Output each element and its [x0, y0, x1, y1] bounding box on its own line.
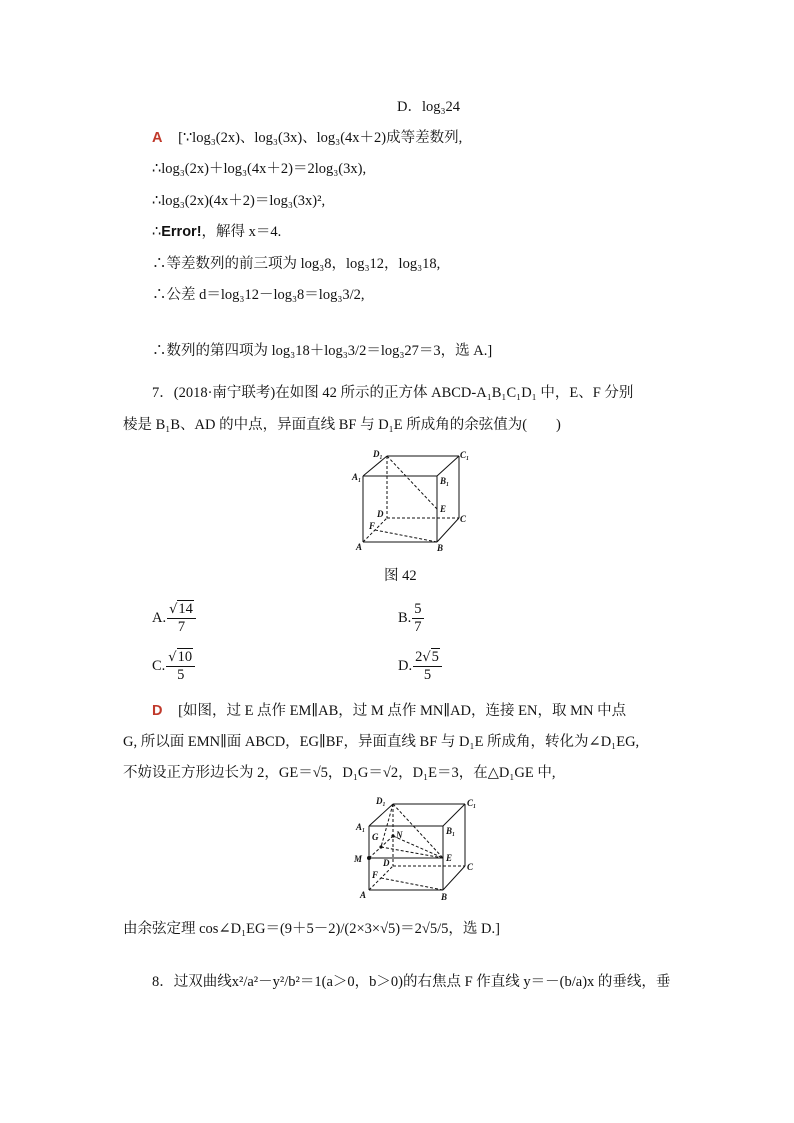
fig42-label-f: F: [369, 521, 376, 531]
question7-text1: 7．(2018·南宁联考)在如图 42 所示的正方体 ABCD-A₁B₁C₁D₁ 中，E、F 分别: [152, 385, 634, 401]
sol-fig-label-d1: D₁: [376, 796, 386, 806]
option-a-fraction: $\frac{√14}{7}$: [167, 602, 196, 635]
sol-fig-label-b: B: [441, 892, 448, 902]
sol-fig-label-a: A: [360, 890, 367, 900]
point-n: [391, 834, 394, 837]
error-text: Error!: [161, 224, 202, 240]
sol-fig-label-n: N: [396, 830, 403, 840]
solution6-text7: ∴数列的第四项为 log₃18＋log₃3/2＝log₃27＝3，选 A.]: [152, 343, 493, 359]
option-b[interactable]: B. $\frac{5}{7}$: [398, 601, 422, 636]
solution7-text3: 不妨设正方形边长为 2，GE＝√5，D₁G＝√2，D₁E＝3，在△D₁GE 中,: [123, 765, 556, 781]
sol-fig-label-f: F: [372, 870, 379, 880]
fig42-label-e: E: [440, 504, 447, 514]
solution6-text4: ，解得 x＝4.: [201, 224, 282, 240]
option-d-fraction: $\frac{2√5}{5}$: [413, 650, 442, 683]
solution6-text6: ∴公差 d＝log₃12－log₃8＝log₃3/2,: [152, 287, 365, 303]
fig42-label-b1: B₁: [440, 476, 450, 486]
question7-text2: 棱是 B₁B、AD 的中点，异面直线 BF 与 D₁E 所成角的余弦值为( ): [123, 417, 561, 433]
option-d[interactable]: D. $\frac{2√5}{5}$: [398, 650, 443, 683]
fig42-label-a: A: [356, 542, 363, 552]
sol-fig-label-g: G: [372, 832, 379, 842]
option-c[interactable]: C. $\frac{√10}{5}$: [152, 650, 196, 683]
solution7-text1: [如图，过 E 点作 EM∥AB，过 M 点作 MN∥AD，连接 EN，取 MN 中点: [178, 703, 627, 719]
option-c-fraction: $\frac{√10}{5}$: [166, 650, 195, 683]
fig42-label-c1: C₁: [460, 450, 470, 460]
point-g: [379, 845, 382, 848]
fig42-label-a1: A₁: [352, 472, 362, 482]
option-d-previous-text: D．log₃24: [397, 99, 461, 115]
solution7-text2: G, 所以面 EMN∥面 ABCD，EG∥BF，异面直线 BF 与 D₁E 所成角，转化为∠D₁EG,: [123, 734, 640, 750]
sol-fig-label-e: E: [446, 853, 453, 863]
sol-fig-label-c1: C₁: [467, 798, 477, 808]
fig42-label-d1: D₁: [373, 449, 383, 459]
solution7-answer: D: [152, 703, 163, 719]
solution6-text1: [∵log₃(2x)、log₃(3x)、log₃(4x＋2)成等差数列,: [178, 130, 463, 146]
fig42-label-b: B: [437, 543, 444, 553]
figure-42-caption-text: 图 42: [384, 568, 417, 584]
sol-fig-label-a1: A₁: [356, 822, 366, 832]
sol-fig-label-c: C: [467, 862, 474, 872]
solution6-answer: A: [152, 130, 163, 146]
solution7-line4: [123, 922, 500, 937]
solution6-text5: ∴等差数列的前三项为 log₃8，log₃12，log₃18,: [152, 256, 441, 272]
point-m: [367, 856, 371, 860]
sol-fig-label-b1: B₁: [446, 826, 456, 836]
solution6-text2: ∴log₃(2x)＋log₃(4x＋2)＝2log₃(3x),: [152, 161, 367, 177]
solution7-text4: 由余弦定理 cos∠D₁EG＝(9＋5－2)/(2×3×√5)＝2√5/5，选 D.]: [123, 921, 500, 937]
question8-line1: [152, 975, 670, 990]
option-a[interactable]: A. $\frac{√14}{7}$: [152, 602, 197, 635]
solution6-text3: ∴log₃(2x)(4x＋2)＝log₃(3x)²,: [152, 193, 326, 209]
fig42-label-d: D: [377, 509, 384, 519]
sol-fig-label-d: D: [383, 858, 390, 868]
sol-fig-label-m: M: [354, 854, 363, 864]
option-b-fraction: $\frac{5}{7}$: [414, 601, 422, 636]
question8-text1: 8．过双曲线x²/a²－y²/b²＝1(a＞0，b＞0)的右焦点 F 作直线 y＝－(b/a)x 的垂线，垂: [152, 974, 671, 990]
fig42-label-c: C: [460, 514, 467, 524]
solution6-line4: ∴Error!，解得 x＝4.: [152, 224, 282, 240]
